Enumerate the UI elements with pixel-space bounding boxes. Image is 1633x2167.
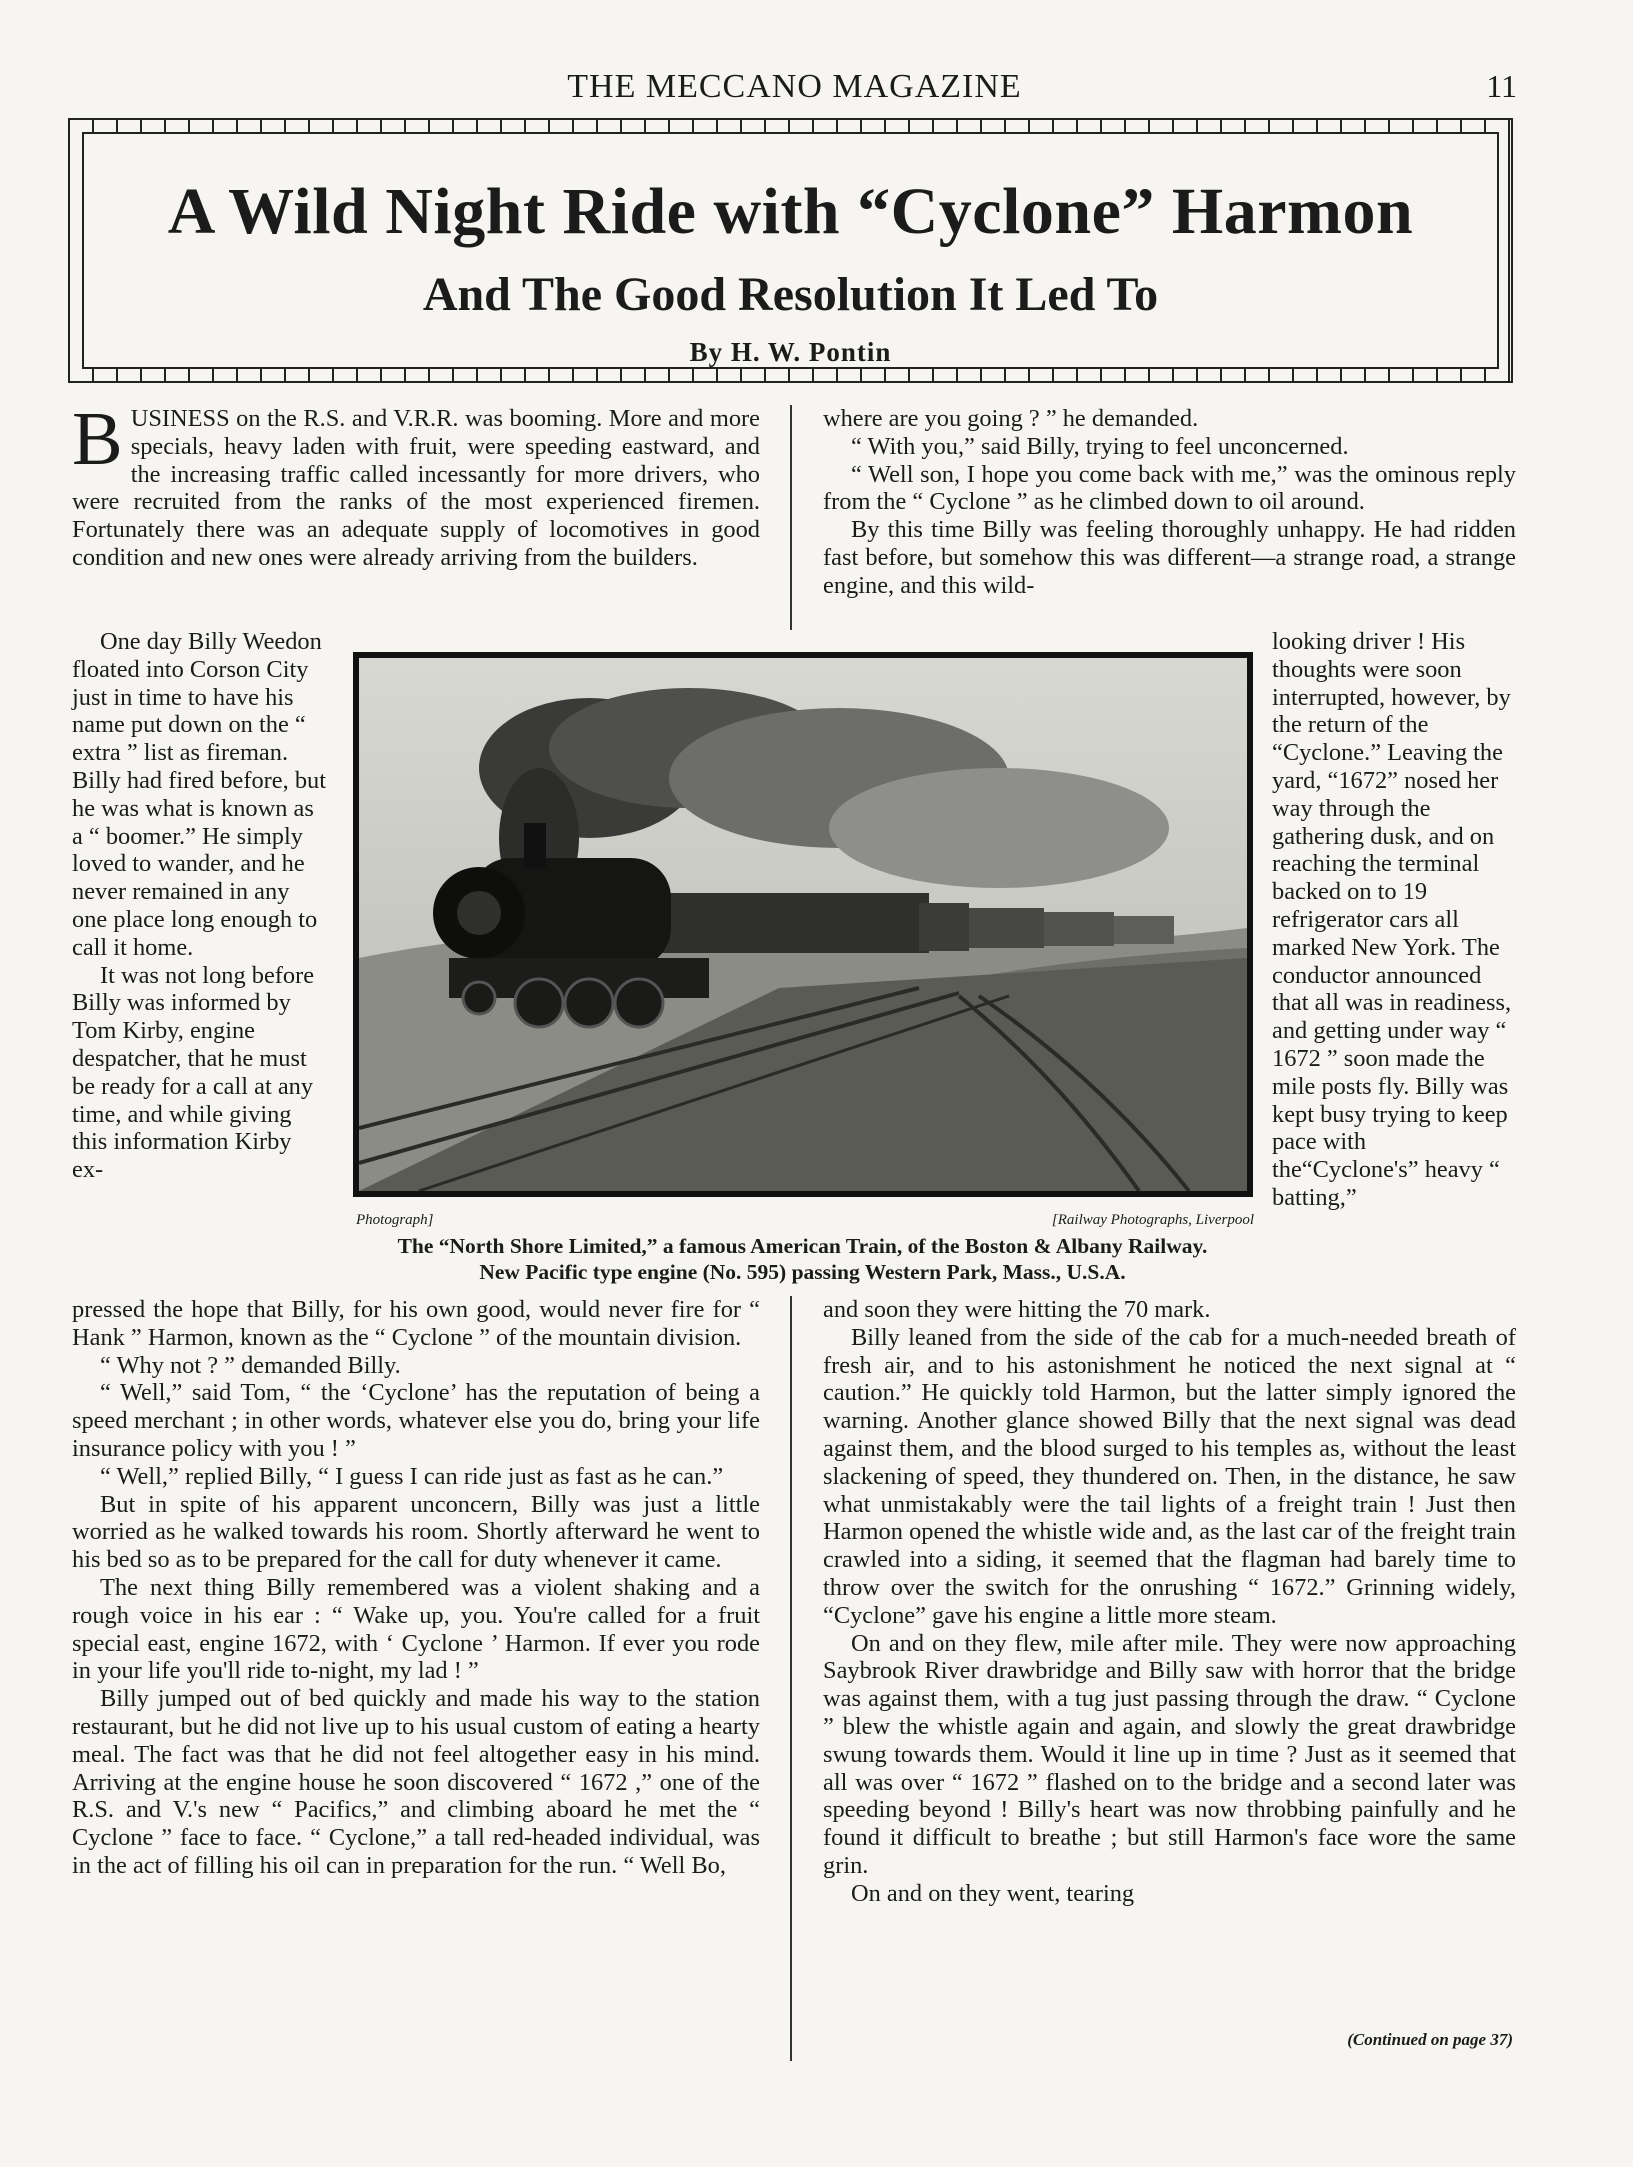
page-number: 11 bbox=[1486, 68, 1517, 104]
article-title: A Wild Night Ride with “Cyclone” Harmon bbox=[167, 175, 1414, 248]
train-photograph bbox=[353, 652, 1253, 1197]
paragraph: One day Billy Weedon floated into Corson City just in time to have his name put down on the “ extra ” list as fireman. Billy had fired before, but he was what is known as a “ boomer.” He simply loved to wander, and he never remained in any one place long enough to call it home. bbox=[72, 628, 326, 961]
paragraph: “ Why not ? ” demanded Billy. bbox=[100, 1351, 401, 1379]
train-photo-illustration bbox=[359, 658, 1247, 1191]
paragraph: On and on they flew, mile after mile. They were now approaching Saybrook River drawbridge and Billy saw with horror that the bridge was against them, with a tug just passing through the draw. “ Cyclone ” blew the whistle again and again, and slowly the great drawbridge swung towards them. Would it line up in time ? Just as it seemed that all was over “ 1672 ” flashed on to the bridge and a second later was speeding beyond ! Billy's heart was now throbbing painfully and he found it difficult to breathe ; but still Harmon's face wore the same grin. bbox=[823, 1629, 1516, 1879]
title-box bbox=[68, 118, 1513, 383]
column-left-narrow bbox=[72, 628, 327, 1184]
paragraph: pressed the hope that Billy, for his own good, would never fire for “ Hank ” Harmon, known as the “ Cyclone ” of the mountain division. bbox=[72, 1296, 760, 1351]
paragraph: “ Well,” replied Billy, “ I guess I can ride just as fast as he can.” bbox=[100, 1462, 724, 1490]
paragraph: The next thing Billy remembered was a violent shaking and a rough voice in his ear : “ Wake up, you. You're called for a fruit special east, engine 1672, with ‘ Cyclone ’ Harmon. If ever you rode in your life you'll ride to-night, my lad ! ” bbox=[72, 1573, 760, 1685]
photo-credit-left: Photograph] bbox=[356, 1212, 434, 1228]
continued-note: (Continued on page 37) bbox=[1347, 2030, 1513, 2049]
photo-caption bbox=[340, 1233, 1265, 1285]
drop-cap: B bbox=[72, 397, 123, 481]
paragraph: “ With you,” said Billy, trying to feel unconcerned. bbox=[851, 432, 1349, 460]
paragraph: where are you going ? ” he demanded. bbox=[823, 405, 1199, 432]
column-divider bbox=[790, 405, 792, 630]
magazine-name: THE MECCANO MAGAZINE bbox=[567, 68, 1022, 105]
page-header bbox=[72, 68, 1517, 114]
paragraph: On and on they went, tearing bbox=[851, 1879, 1135, 1907]
photo-credit-right: [Railway Photographs, Liverpool bbox=[1051, 1212, 1254, 1228]
paragraph: But in spite of his apparent unconcern, Billy was just a little worried as he walked towards his room. Shortly afterward he went to his bed so as to be prepared for the call for duty whenever it came. bbox=[72, 1490, 760, 1574]
paragraph: By this time Billy was feeling thoroughly unhappy. He had ridden fast before, but somehow this was different—a strange road, a strange engine, and this wild- bbox=[823, 516, 1516, 599]
paragraph: “ Well,” said Tom, “ the ‘Cyclone’ has the reputation of being a speed merchant ; in other words, whatever else you do, bring your life insurance policy with you ! ” bbox=[72, 1379, 760, 1462]
article-subtitle: And The Good Resolution It Led To bbox=[422, 268, 1159, 321]
paragraph: Billy jumped out of bed quickly and made his way to the station restaurant, but he did not live up to his usual custom of eating a hearty meal. The fact was that he did not feel altogether easy in his mind. Arriving at the engine house he soon discovered “ 1672 ,” one of the R.S. and V.'s new “ Pacifics,” and climbing aboard he met the “ Cyclone ” face to face. “ Cyclone,” a tall red-headed individual, was in the act of filling his oil can in preparation for the run. “ Well Bo, bbox=[72, 1685, 760, 1879]
paragraph: Billy leaned from the side of the cab for a much-needed breath of fresh air, and to his astonishment he noticed the next signal at “ caution.” He quickly told Harmon, but the latter simply ignored the warning. Another glance showed Billy that the next signal was dead against them, and the blood surged to his temples as, without the least slackening of speed, they thundered on. Then, in the distance, he saw what unmistakably were the tail lights of a freight train ! Just then Harmon opened the whistle wide and, as the last car of the freight train crawled into a siding, it seemed that the flagman had barely time to throw over the switch for the onrushing “ 1672.” Grinning widely, “Cyclone” gave his engine a little more steam. bbox=[823, 1323, 1516, 1629]
column-left-top bbox=[72, 397, 760, 572]
caption-line: The “North Shore Limited,” a famous American Train, of the Boston & Albany Railway. bbox=[397, 1234, 1208, 1258]
paragraph: and soon they were hitting the 70 mark. bbox=[823, 1296, 1211, 1323]
paragraph: It was not long before Billy was informed by Tom Kirby, engine despatcher, that he must be ready for a call at any time, and while giving this information Kirby ex- bbox=[72, 961, 315, 1184]
column-right-top bbox=[823, 405, 1516, 600]
paragraph: USINESS on the R.S. and V.R.R. was booming. More and more specials, heavy laden with fruit, were speeding eastward, and the increasing traffic called incessantly for more drivers, who were recruited from the ranks of the most experienced firemen. Fortunately there was an adequate supply of locomotives in good condition and new ones were already arriving from the builders. bbox=[72, 405, 760, 571]
paragraph: “ Well son, I hope you come back with me,” was the ominous reply from the “ Cyclone ” as he climbed down to oil around. bbox=[823, 460, 1516, 516]
column-right-bottom bbox=[823, 1296, 1516, 1908]
byline: By H. W. Pontin bbox=[689, 337, 892, 367]
column-left-bottom bbox=[72, 1296, 760, 1880]
column-right-narrow bbox=[1272, 628, 1516, 1212]
column-divider bbox=[790, 1296, 792, 2061]
paragraph: looking driver ! His thoughts were soon interrupted, however, by the return of the “Cyclone.” Leaving the yard, “1672” nosed her way through the gathering dusk, and on reaching the terminal backed on to 19 refrigerator cars all marked New York. The conductor announced that all was in readiness, and getting under way “ 1672 ” soon made the mile posts fly. Billy was kept busy trying to keep pace with the“Cyclone's” heavy “ batting,” bbox=[1272, 628, 1512, 1211]
caption-line: New Pacific type engine (No. 595) passing Western Park, Mass., U.S.A. bbox=[479, 1260, 1126, 1284]
